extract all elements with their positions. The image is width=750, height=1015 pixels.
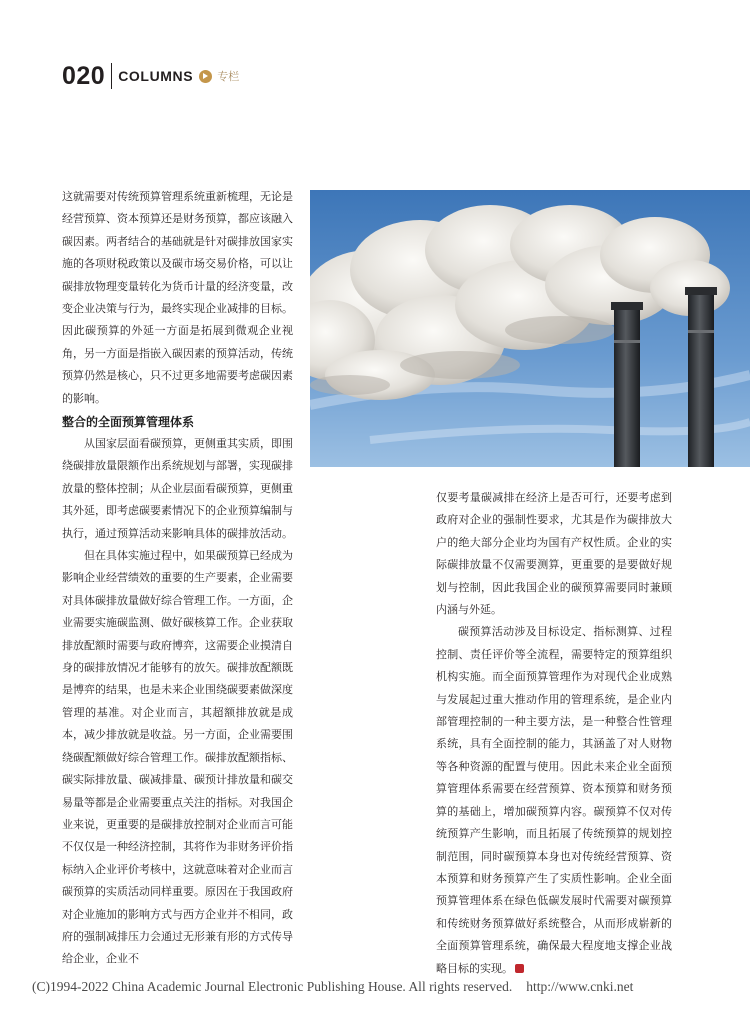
footer-url[interactable]: http://www.cnki.net (526, 979, 634, 994)
paragraph: 从国家层面看碳预算，更侧重其实质，即围绕碳排放量限额作出系统规划与部署，实现碳排放量的整体控制；从企业层面看碳预算，更侧重其外延，即考虑碳要素情况下的企业预算编制与执行，通过预算活动来影响具体的碳排放活动。 (62, 437, 293, 540)
section-title-cn: 专栏 (217, 70, 240, 83)
paragraph-last (436, 621, 672, 980)
end-mark-icon (515, 964, 524, 973)
page-header (62, 60, 239, 92)
column-1-body (62, 411, 293, 971)
paragraph: 但在具体实施过程中，如果碳预算已经成为影响企业经营绩效的重要的生产要素，企业需要对具体碳排放量做好综合管理工作。一方面，企业需要实施碳监测、做好碳核算工作。企业获取排放配额时需要与政府博弈，这需要企业摸清自身的碳排放情况才能够有的放矢。碳排放配额既是博弈的结果，也是未来企业围绕碳要素做深度管理的基准。对企业而言，其超额排放就是成本，减少排放就是收益。另一方面，企业需要围绕碳配额做好综合管理工作。碳排放配额指标、碳实际排放量、碳减排量、碳预计排放量和碳交易量等都是企业需要重点关注的指标。对我国企业来说，更重要的是碳排放控制对企业而言可能不仅仅是一种经济控制，其将作为非财务评价指标纳入企业评价考核中，这就意味着对企业而言碳预算的实质活动同样重要。原因在于我国政府对企业施加的影响方式与西方企业并不相同，政府的强制减排压力会通过无形兼有形的方式传导给企业，企业不 (62, 549, 293, 966)
column-2 (436, 487, 672, 980)
paragraph-text: 碳预算活动涉及目标设定、指标测算、过程控制、责任评价等全流程，需要特定的预算组织机构实施。而全面预算管理作为对现代企业成熟与发展起过重大推动作用的管理系统，是企业内部管理控制的一种主要方法，是一种整合性管理系统，具有全面控制的能力，其涵盖了对人财物等各种资源的配置与使用。因此未来企业全面预算管理体系需要在经营预算、资本预算和财务预算的基础上，增加碳预算内容。碳预算不仅对传统预算产生影响，而且拓展了传统预算的规划控制范围，同时碳预算本身也对传统经营预算、资本预算和财务预算产生了实质性影响。企业全面预算管理体系在绿色低碳发展时代需要对碳预算和传统财务预算做好系统整合，从而形成崭新的全面预算管理系统，确保最大程度地支撑企业战略目标的实现。 (436, 625, 672, 975)
copyright-notice: (C)1994-2022 China Academic Journal Electronic Publishing House. All rights reserved. (32, 979, 513, 994)
page-number: 020 (62, 61, 106, 90)
paragraph: 这就需要对传统预算管理系统重新梳理，无论是经营预算、资本预算还是财务预算，都应该融入碳因素。两者结合的基础就是针对碳排放国家实施的各项财税政策以及碳市场交易价格，可以让碳排放物理变量转化为货币计量的经济变量，改变企业决策与行为，最终实现企业减排的目标。因此碳预算的外延一方面是拓展到微观企业视角，另一方面是指嵌入碳因素的预算活动，传统预算仍然是核心，只不过更多地需要考虑碳因素的影响。 (62, 190, 293, 405)
footer (32, 979, 633, 995)
section-heading: 整合的全面预算管理体系 (62, 415, 195, 429)
chimney-smoke-photo (310, 190, 750, 467)
paragraph: 仅要考量碳减排在经济上是否可行，还要考虑到政府对企业的强制性要求，尤其是作为碳排放大户的绝大部分企业均为国有产权性质。企业的实际碳排放量不仅需要测算，更重要的是要做好规划与控制，因此我国企业的碳预算需要同时兼顾内涵与外延。 (436, 491, 672, 617)
arrow-right-icon (199, 70, 212, 83)
column-1-intro (62, 186, 293, 410)
section-title-en: COLUMNS (118, 68, 194, 84)
header-divider (111, 63, 112, 89)
